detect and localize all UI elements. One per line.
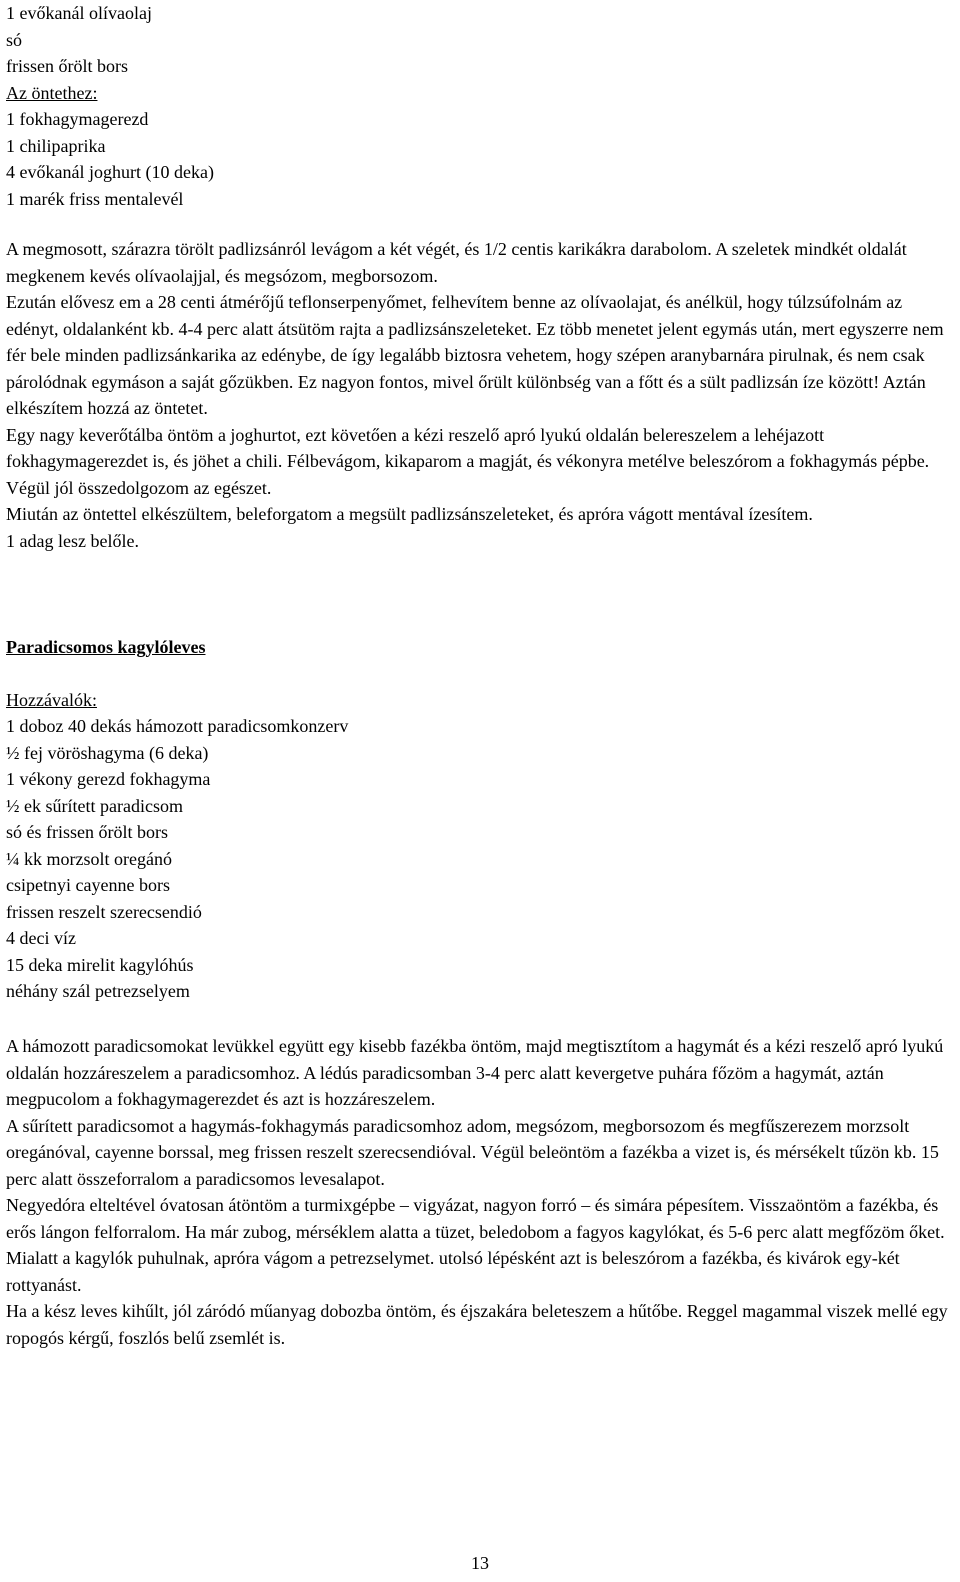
list-item: só — [6, 29, 23, 50]
list-item: 1 marék friss mentalevél — [6, 188, 184, 209]
list-item: 1 vékony gerezd fokhagyma — [6, 769, 211, 789]
list-item: ½ ek sűrített paradicsom — [6, 795, 183, 816]
paragraph: Egy nagy keverőtálba öntöm a joghurtot, ezt követően a kézi reszelő apró lyukú oldalán belereszelem a lehéjazott fokhagymagerezdet is, és jöhet a chili. Félbevágom, kikaparom a magját, és vékonyra metélve beleszórom a fokhagymás pépbe. Végül jól összedolgozom az egészet. — [6, 424, 930, 498]
list-item: 4 evőkanál joghurt (10 deka) — [6, 162, 214, 182]
list-item: 4 deci víz — [6, 928, 76, 948]
list-item: csipetnyi cayenne bors — [6, 875, 170, 895]
preparation-section-1 — [6, 236, 950, 554]
ingredients-continued — [6, 0, 214, 212]
paragraph: Negyedóra elteltével óvatosan átöntöm a turmixgépbe – vigyázat, nagyon forró – és simára pépesítem. Visszaöntöm a fazékba, és erős lángon felforralom. Ha már zubog, mérséklem alatta a tüzet, beledobom a fagyos kagylókat, és 5-6 perc alatt megfőzöm őket. — [6, 1195, 945, 1242]
ingredients-heading: Hozzávalók: — [6, 690, 97, 710]
list-item: ½ fej vöröshagyma (6 deka) — [6, 742, 209, 763]
paragraph: A hámozott paradicsomokat levükkel együtt egy kisebb fazékba öntöm, majd megtisztítom a hagymát és a kézi reszelő apró lyukú oldalán hozzáreszelem a paradicsomhoz. A lédús paradicsomban 3-4 perc alatt kevergetve puhára főzöm a hagymát, aztán megpucolom a fokhagymagerezdet és azt is hozzáreszelem. — [6, 1036, 944, 1109]
list-item: ¼ kk morzsolt oregánó — [6, 848, 172, 869]
list-item: 1 fokhagymagerezd — [6, 109, 149, 129]
list-item: frissen őrölt bors — [6, 56, 128, 76]
ingredients-list — [6, 713, 348, 1005]
list-item: 1 evőkanál olívaolaj — [6, 3, 152, 23]
recipe-title: Paradicsomos kagylóleves — [6, 637, 206, 657]
paragraph: Ezután elővesz em a 28 centi átmérőjű teflonserpenyőmet, felhevítem benne az olívaolajat, és anélkül, hogy túlzsúfolnám az edényt, oldalanként kb. 4-4 perc alatt átsütöm rajta a padlizsánszeleteket. Ez több menetet jelent egymás után, mert egyszerre nem fér bele minden padlizsánkarika az edénybe, de így legalább biztosra vehetem, hogy szépen aranybarnára pirulnak, és nem csak párolódnak egymáson a saját gőzükben. Ez nagyon fontos, mivel őrült különbség van a főtt és a sült padlizsán íze között! Aztán elkészítem hozzá az öntetet. — [6, 292, 944, 418]
list-item: néhány szál petrezselyem — [6, 981, 190, 1001]
paragraph: A megmosott, szárazra törölt padlizsánról levágom a két végét, és 1/2 centis karikákra darabolom. A szeletek mindkét oldalát megkenem kevés olívaolajjal, és megsózom, megborsozom. — [6, 239, 907, 286]
paragraph: 1 adag lesz belőle. — [6, 530, 139, 551]
page-number: 13 — [471, 1553, 489, 1573]
sauce-heading: Az öntethez: — [6, 82, 98, 103]
preparation-section-2 — [6, 1033, 950, 1351]
paragraph: Mialatt a kagylók puhulnak, apróra vágom a petrezselymet. utolsó lépésként azt is beleszórom a fazékba, és kivárok egy-két rottyanást. — [6, 1248, 900, 1295]
paragraph: Ha a kész leves kihűlt, jól záródó műanyag dobozba öntöm, és éjszakára beleteszem a hűtőbe. Reggel magammal viszek mellé egy ropogós kérgű, foszlós belű zsemlét is. — [6, 1301, 948, 1348]
paragraph: Miután az öntettel elkészültem, beleforgatom a megsült padlizsánszeleteket, és apróra vágott mentával ízesítem. — [6, 504, 813, 524]
list-item: frissen reszelt szerecsendió — [6, 901, 202, 922]
list-item: só és frissen őrölt bors — [6, 822, 168, 842]
list-item: 1 chilipaprika — [6, 135, 106, 156]
paragraph: A sűrített paradicsomot a hagymás-fokhagymás paradicsomhoz adom, megsózom, megborsozom és megfűszerezem morzsolt oregánóval, cayenne borssal, meg frissen reszelt szerecsendióval. Végül beleöntöm a fazékba a vizet is, és mérsékelt tűzön kb. 15 perc alatt összeforralom a paradicsomos levesalapot. — [6, 1115, 939, 1189]
list-item: 15 deka mirelit kagylóhús — [6, 954, 194, 975]
list-item: 1 doboz 40 dekás hámozott paradicsomkonzerv — [6, 716, 349, 736]
